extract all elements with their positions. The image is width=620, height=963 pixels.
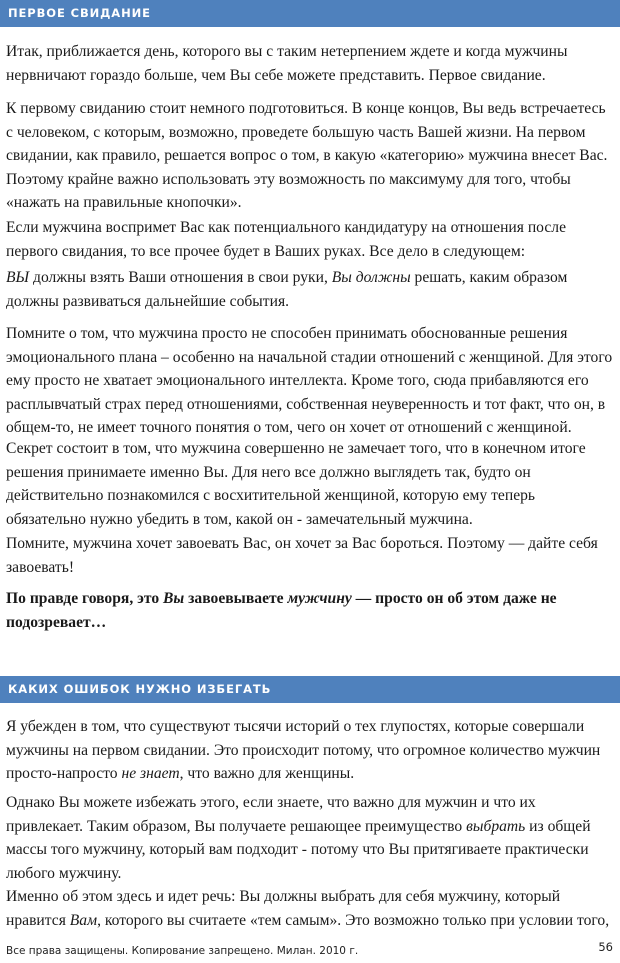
paragraph: [6, 791, 614, 885]
paragraph: Помните о том, что мужчина просто не способен принимать обоснованные решения эмоционального плана – особенно на начальной стадии отношений с женщиной. Для этого ему просто не хватает эмоционального интеллекта. Кроме того, сюда прибавляются его расплывчатый страх перед отношениями, собственная неуверенность и тот факт, что он, в общем-то, не имеет точного понятия о том, чего он хочет от отношений с женщиной.: [6, 325, 613, 436]
paragraph: К первому свиданию стоит немного подготовиться. В конце концов, Вы ведь встречаетесь с человеком, с которым, возможно, проведете большую часть Вашей жизни. На первом свидании, как правило, решается вопрос о том, в какую «категорию» мужчина внесет Вас. Поэтому крайне важно использовать эту возможность по максимуму для того, чтобы «нажать на правильные кнопочки».: [6, 100, 608, 211]
text: , которого вы считаете «тем самым». Это возможно только при условии того,: [97, 911, 610, 929]
text: должны взять Ваши отношения в свои руки,: [29, 269, 332, 286]
text: Именно об этом здесь и идет речь: Вы должны выбрать для себя мужчину, который нравится: [6, 888, 561, 929]
paragraph: Итак, приближается день, которого вы с таким нетерпением ждете и когда мужчины нервничают гораздо больше, чем Вы себе можете представить. Первое свидание.: [6, 43, 568, 84]
emphasis: Вы: [163, 590, 185, 607]
paragraph: Если мужчина воспримет Вас как потенциального кандидатуру на отношения после первого свидания, то все прочее будет в Ваших руках. Все дело в следующем:: [6, 219, 566, 260]
paragraph-bold: [6, 587, 614, 634]
emphasis: не знает: [121, 765, 180, 782]
emphasis: выбрать: [466, 817, 526, 835]
emphasis: ВЫ: [6, 269, 30, 286]
section-header-first-date: ПЕРВОЕ СВИДАНИЕ: [0, 0, 620, 27]
footer-copyright: Все права защищены. Копирование запрещено. Милан. 2010 г.: [6, 945, 359, 957]
paragraph: Помните, мужчина хочет завоевать Вас, он хочет за Вас бороться. Поэтому — дайте себя завоевать!: [6, 535, 598, 576]
emphasis: Вы должны: [331, 269, 411, 286]
page-number: 56: [598, 940, 613, 954]
paragraph: [6, 715, 614, 786]
paragraph: Секрет состоит в том, что мужчина совершенно не замечает того, что в конечном итоге решения принимаете именно Вы. Для него все должно выглядеть так, будто он действительно познакомился с восхитительной женщиной, которую ему теперь обязательно нужно убедить в том, какой он - замечательный мужчина.: [6, 440, 586, 528]
text: решать, каким образом должны развиваться дальнейшие события.: [6, 269, 568, 310]
text: , что важно для женщины.: [179, 765, 355, 782]
text: Я убежден в том, что существуют тысячи историй о тех глупостях, которые совершали мужчины на первом свидании. Это происходит потому, что огромное количество мужчин просто-напросто: [6, 718, 601, 782]
text: Однако Вы можете избежать этого, если знаете, что важно для мужчин и что их привлекает. Таким образом, Вы получаете решающее преимущество: [6, 794, 536, 835]
text: По правде говоря, это: [6, 590, 164, 607]
text: завоевываете: [184, 590, 288, 607]
paragraph: [6, 885, 614, 932]
text: из общей массы того мужчину, который вам подходит - потому что Вы притягиваете практически любого мужчину.: [6, 817, 591, 882]
section-header-mistakes: КАКИХ ОШИБОК НУЖНО ИЗБЕГАТЬ: [0, 676, 620, 703]
emphasis: мужчину: [287, 590, 352, 607]
emphasis: Вам: [69, 911, 98, 929]
paragraph: [6, 266, 614, 313]
text: — просто он об этом даже не подозревает…: [6, 590, 557, 631]
